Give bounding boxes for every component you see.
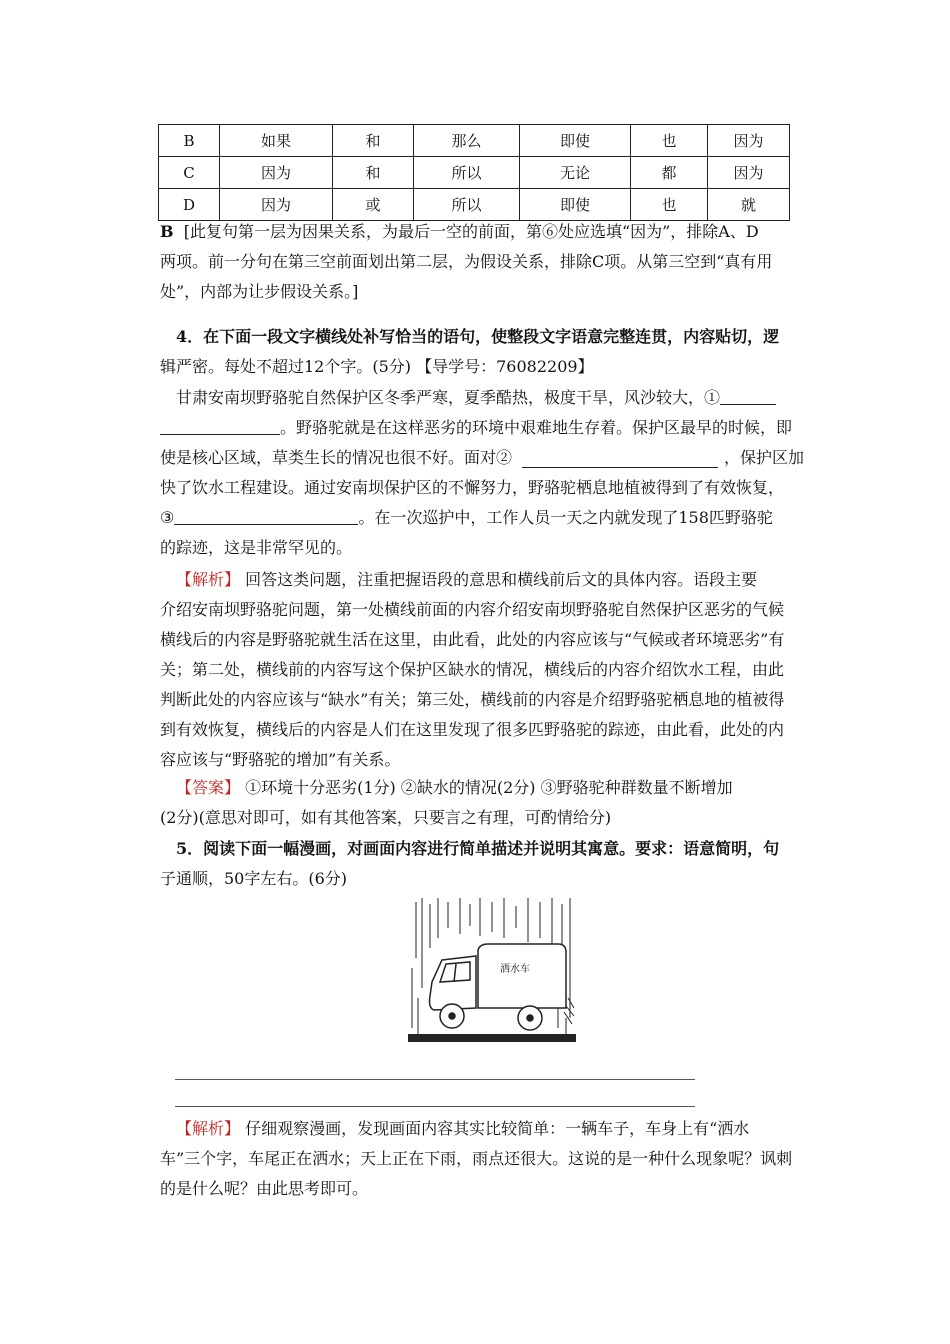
q5-analysis-line2: 车”三个字，车尾正在洒水；天上正在下雨，雨点还很大。这说的是一种什么现象呢？讽刺 <box>160 1149 793 1168</box>
table-cell: 因为 <box>220 157 333 189</box>
analysis-tag: 【解析】 <box>176 1119 241 1138</box>
table-cell: 和 <box>333 125 414 157</box>
q5-prompt-line2: 子通顺，50字左右。(6分) <box>160 869 348 888</box>
table-row <box>159 125 790 157</box>
table-cell: 因为 <box>708 125 790 157</box>
blank-2[interactable] <box>522 449 718 468</box>
table-cell: 或 <box>333 189 414 221</box>
table-cell: 即使 <box>520 189 631 221</box>
blank-1b[interactable] <box>160 416 280 435</box>
table-cell: 所以 <box>414 157 520 189</box>
q5-analysis-line3: 的是什么呢？由此思考即可。 <box>160 1179 369 1198</box>
blank-3[interactable] <box>174 506 358 525</box>
q3-answer-line1: B [此复句第一层为因果关系，为最后一空的前面，第⑥处应选填“因为”，排除A、D <box>160 222 759 241</box>
q4-analysis-line2: 介绍安南坝野骆驼问题，第一处横线前面的内容介绍安南坝野骆驼自然保护区恶劣的气候 <box>160 600 785 619</box>
answer-line-2[interactable] <box>175 1106 695 1107</box>
q4-passage-line6: 的踪迹，这是非常罕见的。 <box>160 538 353 557</box>
q4-analysis-line7: 容应该与“野骆驼的增加”有关系。 <box>160 750 401 769</box>
q4-passage-line4: 快了饮水工程建设。通过安南坝保护区的不懈努力，野骆驼栖息地植被得到了有效恢复， <box>160 478 785 497</box>
truck-label: 洒水车 <box>500 964 530 975</box>
q3-answer-line2: 两项。前一分句在第三空前面划出第二层，为假设关系，排除C项。从第三空到“真有用 <box>160 252 773 271</box>
answer-letter: B <box>160 222 174 241</box>
blank-1a[interactable] <box>720 386 776 405</box>
q4-answer-line1: 【答案】 ①环境十分恶劣(1分) ②缺水的情况(2分) ③野骆驼种群数量不断增加 <box>176 778 733 797</box>
table-row <box>159 157 790 189</box>
table-cell: 即使 <box>520 125 631 157</box>
sprinkler-truck-cartoon <box>408 898 576 1050</box>
answer-tag: 【答案】 <box>176 778 241 797</box>
q4-analysis-line1: 【解析】 回答这类问题，注重把握语段的意思和横线前后文的具体内容。语段主要 <box>176 570 758 589</box>
truck-body <box>430 944 567 1030</box>
q4-passage-line3: 使是核心区域，草类生长的情况也很不好。面对② <box>160 448 513 467</box>
q4-analysis-line6: 到有效恢复，横线后的内容是人们在这里发现了很多匹野骆驼的踪迹，由此看，此处的内 <box>160 720 785 739</box>
q5-analysis-line1: 【解析】 仔细观察漫画，发现画面内容其实比较简单：一辆车子，车身上有“洒水 <box>176 1119 750 1138</box>
table-cell: 也 <box>631 125 708 157</box>
q4-prompt-line1: 4．在下面一段文字横线处补写恰当的语句，使整段文字语意完整连贯，内容贴切，逻 <box>176 327 780 346</box>
q4-passage-line3b: ，保护区加 <box>724 448 805 467</box>
table-cell: C <box>159 157 220 189</box>
q4-analysis-line5: 判断此处的内容应该与“缺水”有关；第三处，横线前的内容是介绍野骆驼栖息地的植被得 <box>160 690 785 709</box>
q4-analysis-line3: 横线后的内容是野骆驼就生活在这里，由此看，此处的内容应该与“气候或者环境恶劣”有 <box>160 630 785 649</box>
q4-analysis-line4: 关；第二处，横线前的内容写这个保护区缺水的情况，横线后的内容介绍饮水工程，由此 <box>160 660 785 679</box>
table-cell: 和 <box>333 157 414 189</box>
table-cell: 那么 <box>414 125 520 157</box>
q4-passage-line1: 甘肃安南坝野骆驼自然保护区冬季严寒，夏季酷热，极度干旱，风沙较大，① <box>160 383 821 413</box>
q4-prompt-line2: 辑严密。每处不超过12个字。(5分) 【导学号：76082209】 <box>160 357 594 376</box>
ground <box>408 1034 576 1042</box>
table-cell: 也 <box>631 189 708 221</box>
table-cell: 无论 <box>520 157 631 189</box>
table-cell: D <box>159 189 220 221</box>
table-cell: B <box>159 125 220 157</box>
q4-answer-line2: (2分)(意思对即可，如有其他答案，只要言之有理，可酌情给分) <box>160 808 612 827</box>
table-cell: 所以 <box>414 189 520 221</box>
q4-passage-line5: ③ 。在一次巡护中，工作人员一天之内就发现了158匹野骆驼 <box>160 508 773 527</box>
analysis-tag: 【解析】 <box>176 570 241 589</box>
table-cell: 因为 <box>708 157 790 189</box>
table-cell: 如果 <box>220 125 333 157</box>
answer-line-1[interactable] <box>175 1079 695 1080</box>
q5-prompt-line1: 5．阅读下面一幅漫画，对画面内容进行简单描述并说明其寓意。要求：语意简明，句 <box>176 839 780 858</box>
options-table <box>158 124 790 221</box>
table-cell: 都 <box>631 157 708 189</box>
table-cell: 因为 <box>220 189 333 221</box>
q4-passage-line2: 。野骆驼就是在这样恶劣的环境中艰难地生存着。保护区最早的时候，即 <box>160 413 805 443</box>
q3-answer-line3: 处”，内部为让步假设关系。] <box>160 282 359 301</box>
table-row <box>159 189 790 221</box>
table-cell: 就 <box>708 189 790 221</box>
